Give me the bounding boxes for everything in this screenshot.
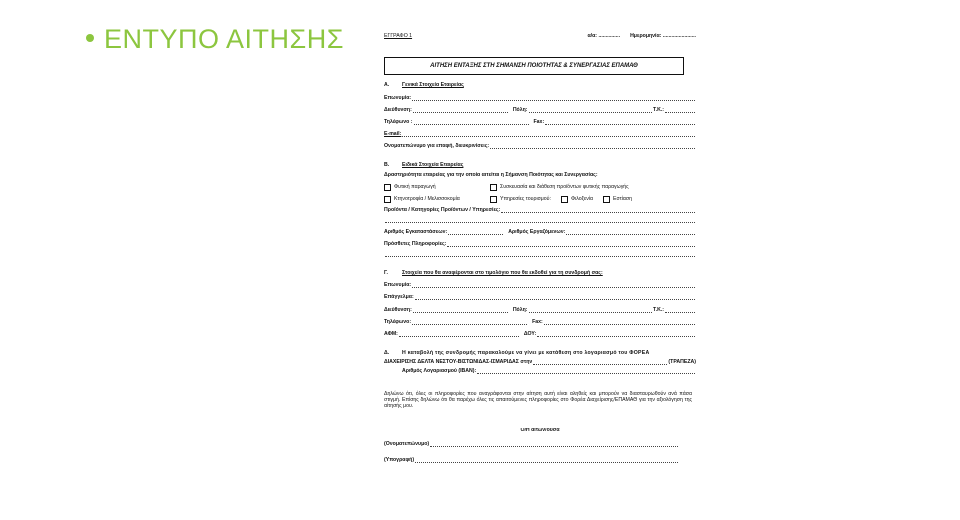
field-label: Διεύθυνση: [384,307,412,314]
field-extra-info-continued[interactable] [384,252,696,258]
section-title: Στοιχεία που θα αναφέρονται στο τιμολόγιο που θα εκδοθεί για τη συνδρομή σας: [402,270,603,276]
field-label: (Υπογραφή) [384,457,415,464]
signer-label [384,428,696,434]
form-title-text: ΑΙΤΗΣΗ ΕΝΤΑΞΗΣ ΣΤΗ ΣΗΜΑΝΣΗ ΠΟΙΟΤΗΤΑΣ & ΣΥΝΕΡΓΑΣΙΑΣ ΕΠΑΜΑΘ [430,62,638,69]
option-label: Φυτική παραγωγή [394,183,436,190]
section-c-heading [384,271,696,277]
field-extra-info[interactable] [384,242,696,248]
field-address-row[interactable] [384,108,696,114]
application-form [384,30,696,470]
section-letter: Β. [384,162,390,168]
section-title: Γενικά Στοιχεία Εταιρείας [402,82,464,88]
field-label: ΑΦΜ: [384,331,398,338]
checkbox[interactable] [384,184,391,191]
option-label: Φιλοξενία [570,195,594,202]
option-packaging[interactable] [490,184,629,191]
field-label: Προϊόντα / Κατηγορίες Προϊόντων / Υπηρεσίες: [384,207,501,214]
field-label: Διεύθυνση: [384,107,412,114]
section-letter: Α. [384,82,390,88]
field-c-epwnymia[interactable] [384,283,696,289]
section-b-heading [384,163,696,169]
protocol-label: α/α: ............... [587,33,621,39]
form-header [384,34,696,40]
form-title [384,57,684,75]
option-label: Εστίαση [613,195,632,202]
option-tourism[interactable] [490,196,551,203]
bank-label: (ΤΡΑΠΕΖΑ) [668,359,696,366]
field-label: Αριθμός Εργαζόμενων: [508,229,566,236]
checkbox[interactable] [490,196,497,203]
field-label: Πρόσθετες Πληροφορίες: [384,241,447,248]
field-label: (Ονοματεπώνυμο) [384,441,430,448]
section-d-line1 [384,351,696,357]
section-a-heading [384,83,696,89]
field-products-continued[interactable] [384,218,696,224]
section-title: Ειδικά Στοιχεία Εταιρείας [402,162,464,168]
field-phone-row[interactable] [384,120,696,126]
checkbox[interactable] [603,196,610,203]
field-email[interactable] [384,132,696,138]
payment-text: ΔΙΑΧΕΙΡΙΣΗΣ ΔΕΛΤΑ ΝΕΣΤΟΥ-ΒΙΣΤΩΝΙΔΑΣ-ΙΣΜΑΡΙΔΑΣ στην [384,359,533,366]
field-c-phone-row[interactable] [384,320,696,326]
field-label: Επάγγελμα: [384,294,414,301]
field-signer-name[interactable] [384,442,696,448]
field-label: Τ.Κ.: [653,307,664,314]
field-c-tax-row[interactable] [384,332,696,338]
section-d-line2[interactable] [384,360,696,366]
field-c-address-row[interactable] [384,308,696,314]
activity-prompt [384,173,696,179]
attachment-label: ΕΓΓΡΑΦΟ 1 [384,33,413,39]
field-label: E-mail: [384,131,402,138]
field-label: Τηλέφωνο: [384,319,412,326]
field-label: Επωνυμία: [384,95,412,102]
field-epwnymia[interactable] [384,96,696,102]
checkbox[interactable] [384,196,391,203]
section-letter: Δ. [384,350,390,356]
slide-title [86,24,344,55]
declaration-text: Δηλώνω ότι, όλες οι πληροφορίες που αναγράφονται στην αίτηση αυτή είναι αληθείς και μπορούν να διασταυρωθούν ανά πάσα στιγμή. Επίσης δηλώνω ότι θα παρέχω όλες τις απαιτούμενες πληροφορίες στο Φορέα Διαχείρισης/ΕΠΑΜΑΘ για την αξιολόγηση της αίτησής μου. [384,391,692,409]
field-label: Αριθμός Εγκαταστάσεων: [384,229,448,236]
bullet-icon [86,34,94,42]
activity-options-row1 [384,184,696,191]
field-label: Fax: [533,119,545,126]
field-label: Ονοματεπώνυμο για επαφή, διευκρινίσεις: [384,143,490,150]
option-label: Κτηνοτροφία / Μελισσοκομία [394,195,460,202]
field-products[interactable] [384,208,696,214]
option-plant-production[interactable] [384,184,480,191]
field-label: Αριθμός Λογαριασμού (IBAN): [402,368,477,375]
payment-text: Η καταβολή της συνδρομής παρακαλούμε να γίνει με κατάθεση στο λογαριασμό του ΦΟΡΕΑ [402,350,650,356]
date-label: Ημερομηνία: ....................... [630,33,696,39]
signer-text: Ο/Η αιτών/ούσα [520,428,560,433]
field-label: Fax: [532,319,543,326]
field-label: Τηλέφωνο : [384,119,413,126]
field-label: Τ.Κ.: [653,107,664,114]
checkbox[interactable] [490,184,497,191]
prompt-text: Δραστηριότητα εταιρείας για την οποία αιτείται η Σήμανση Ποιότητας και Συνεργασίας: [384,172,598,178]
option-label: Υπηρεσίες τουρισμού: [500,195,551,202]
option-label: Συσκευασία και διάθεση προϊόντων φυτικής παραγωγής [500,183,629,190]
field-facilities-row[interactable] [384,230,696,236]
field-c-epaggelma[interactable] [384,295,696,301]
section-letter: Γ. [384,270,388,276]
checkbox[interactable] [561,196,568,203]
option-dining[interactable] [603,196,632,203]
field-label: Πόλη: [512,307,528,314]
option-livestock[interactable] [384,196,480,203]
slide-title-text: ΕΝΤΥΠΟ ΑΙΤΗΣΗΣ [104,24,344,54]
field-label: Πόλη: [512,107,528,114]
field-label: Επωνυμία: [384,282,412,289]
field-iban[interactable] [384,369,696,375]
field-signature[interactable] [384,458,696,464]
field-contact[interactable] [384,144,696,150]
activity-options-row2 [384,196,696,203]
option-hospitality[interactable] [561,196,593,203]
field-label: ΔΟΥ: [523,331,537,338]
